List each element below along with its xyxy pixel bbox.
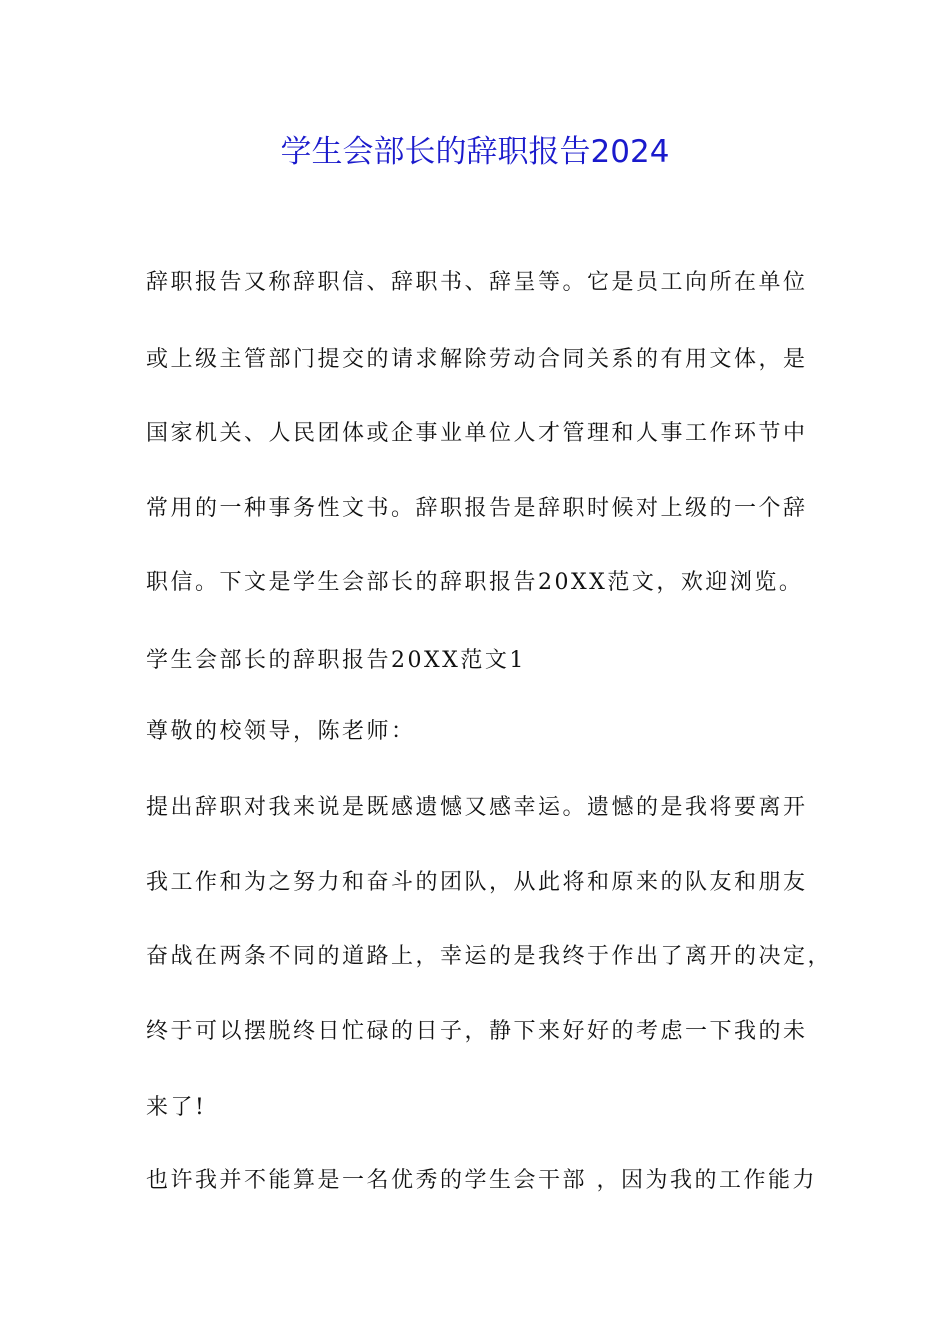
body-line: 或上级主管部门提交的请求解除劳动合同关系的有用文体，是 — [146, 347, 808, 372]
body-line: 终于可以摆脱终日忙碌的日子，静下来好好的考虑一下我的未 — [146, 1019, 808, 1044]
body-line: 辞职报告又称辞职信、辞职书、辞呈等。它是员工向所在单位 — [146, 270, 808, 295]
salutation: 尊敬的校领导，陈老师： — [146, 719, 416, 744]
body-line: 奋战在两条不同的道路上，幸运的是我终于作出了离开的决定， — [146, 944, 833, 969]
body-line: 国家机关、人民团体或企事业单位人才管理和人事工作环节中 — [146, 421, 808, 446]
body-line: 常用的一种事务性文书。辞职报告是辞职时候对上级的一个辞 — [146, 496, 808, 521]
section-heading: 学生会部长的辞职报告20XX范文1 — [146, 648, 526, 673]
body-line: 提出辞职对我来说是既感遗憾又感幸运。遗憾的是我将要离开 — [146, 795, 808, 820]
body-line: 也许我并不能算是一名优秀的学生会干部 ，因为我的工作能力 — [146, 1168, 817, 1193]
body-line: 职信。下文是学生会部长的辞职报告20XX范文，欢迎浏览。 — [146, 570, 804, 595]
document-title: 学生会部长的辞职报告2024 — [280, 134, 670, 170]
body-line: 来了! — [146, 1095, 207, 1120]
body-line: 我工作和为之努力和奋斗的团队，从此将和原来的队友和朋友 — [146, 870, 808, 895]
